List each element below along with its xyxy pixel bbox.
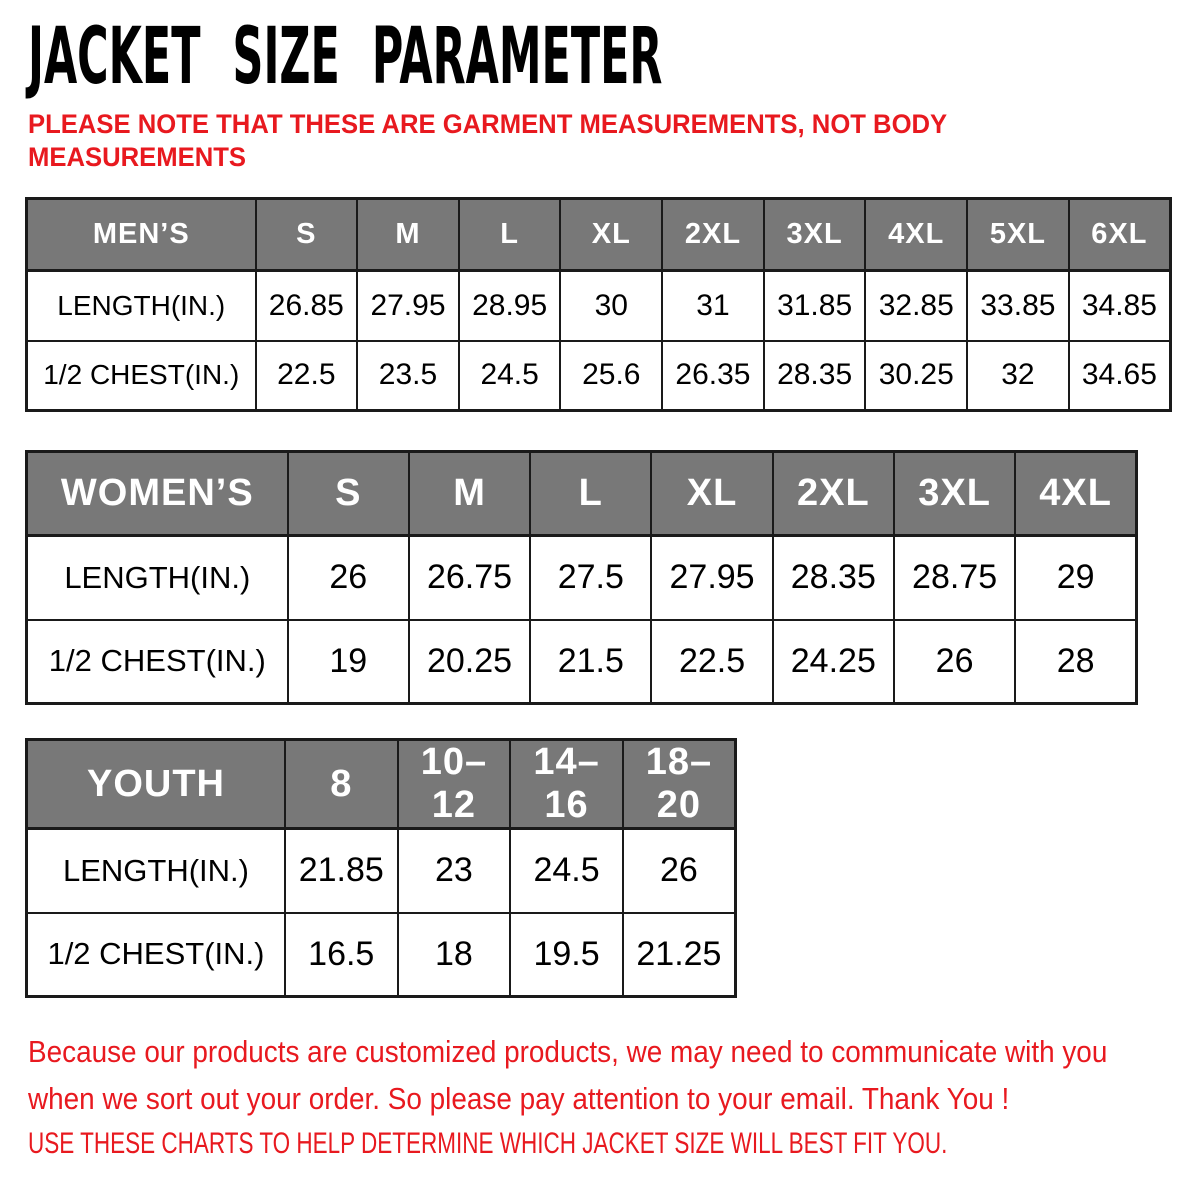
measurement-value-cell: 28.35 — [764, 341, 866, 411]
measurement-value-cell: 32 — [967, 341, 1069, 411]
measurement-value-cell: 21.25 — [623, 913, 736, 997]
size-header-cell: M — [409, 452, 530, 536]
size-header-cell: XL — [560, 199, 662, 271]
measurement-value-cell: 32.85 — [865, 271, 967, 341]
measurement-row — [27, 913, 736, 997]
size-header-cell: 2XL — [773, 452, 894, 536]
size-header-cell: 10–12 — [398, 740, 511, 829]
table-title-cell: MEN’S — [27, 199, 256, 271]
measurement-value-cell: 26.75 — [409, 536, 530, 620]
measurement-value-cell: 33.85 — [967, 271, 1069, 341]
measurement-row — [27, 536, 1137, 620]
note-line-2: MEASUREMENTS — [28, 142, 247, 172]
row-label-cell: LENGTH(IN.) — [27, 536, 288, 620]
size-advice-line — [28, 1126, 1200, 1162]
garment-measurement-note — [28, 108, 996, 174]
measurement-value-cell: 24.25 — [773, 620, 894, 704]
mens-size-table — [25, 197, 1172, 412]
measurement-value-cell: 34.65 — [1069, 341, 1171, 411]
note-line-1: PLEASE NOTE THAT THESE ARE GARMENT MEASUREMENTS, NOT BODY — [28, 109, 948, 139]
size-header-cell: 8 — [285, 740, 398, 829]
measurement-value-cell: 30 — [560, 271, 662, 341]
measurement-value-cell: 18 — [398, 913, 511, 997]
measurement-value-cell: 25.6 — [560, 341, 662, 411]
size-header-cell: S — [288, 452, 409, 536]
measurement-value-cell: 26 — [623, 829, 736, 913]
measurement-value-cell: 16.5 — [285, 913, 398, 997]
measurement-value-cell: 21.85 — [285, 829, 398, 913]
size-header-cell: 4XL — [1015, 452, 1136, 536]
measurement-value-cell: 31.85 — [764, 271, 866, 341]
size-advice-text: USE THESE CHARTS TO HELP DETERMINE WHICH JACKET SIZE WILL BEST FIT YOU. — [28, 1127, 948, 1160]
womens-size-table — [25, 450, 1138, 705]
size-header-row — [27, 740, 736, 829]
row-label-cell: LENGTH(IN.) — [27, 829, 285, 913]
measurement-value-cell: 26 — [288, 536, 409, 620]
size-header-cell: M — [357, 199, 459, 271]
measurement-value-cell: 30.25 — [865, 341, 967, 411]
size-header-cell: L — [530, 452, 651, 536]
size-header-cell: 4XL — [865, 199, 967, 271]
row-label-cell: 1/2 CHEST(IN.) — [27, 620, 288, 704]
size-header-cell: 18–20 — [623, 740, 736, 829]
measurement-row — [27, 620, 1137, 704]
size-header-cell: 14–16 — [510, 740, 623, 829]
measurement-value-cell: 21.5 — [530, 620, 651, 704]
measurement-value-cell: 27.5 — [530, 536, 651, 620]
measurement-value-cell: 31 — [662, 271, 764, 341]
measurement-row — [27, 341, 1171, 411]
measurement-value-cell: 26.35 — [662, 341, 764, 411]
size-header-cell: XL — [651, 452, 772, 536]
table-title-cell: YOUTH — [27, 740, 285, 829]
customization-notice-line-1: Because our products are customized products, we may need to communicate with you — [28, 1034, 1108, 1069]
measurement-value-cell: 22.5 — [256, 341, 358, 411]
measurement-value-cell: 26.85 — [256, 271, 358, 341]
measurement-value-cell: 27.95 — [651, 536, 772, 620]
row-label-cell: 1/2 CHEST(IN.) — [27, 913, 285, 997]
size-header-row — [27, 452, 1137, 536]
row-label-cell: 1/2 CHEST(IN.) — [27, 341, 256, 411]
measurement-value-cell: 23 — [398, 829, 511, 913]
measurement-row — [27, 829, 736, 913]
measurement-value-cell: 24.5 — [510, 829, 623, 913]
measurement-value-cell: 28 — [1015, 620, 1136, 704]
size-header-cell: L — [459, 199, 561, 271]
size-header-cell: 3XL — [894, 452, 1015, 536]
measurement-value-cell: 19 — [288, 620, 409, 704]
table-title-cell: WOMEN’S — [27, 452, 288, 536]
measurement-value-cell: 29 — [1015, 536, 1136, 620]
row-label-cell: LENGTH(IN.) — [27, 271, 256, 341]
page-title-text: JACKET SIZE PARAMETER — [28, 12, 663, 102]
measurement-value-cell: 34.85 — [1069, 271, 1171, 341]
measurement-value-cell: 23.5 — [357, 341, 459, 411]
measurement-value-cell: 26 — [894, 620, 1015, 704]
measurement-value-cell: 20.25 — [409, 620, 530, 704]
size-header-cell: 6XL — [1069, 199, 1171, 271]
size-header-row — [27, 199, 1171, 271]
measurement-value-cell: 24.5 — [459, 341, 561, 411]
measurement-value-cell: 27.95 — [357, 271, 459, 341]
size-header-cell: 3XL — [764, 199, 866, 271]
page-title — [28, 12, 1182, 102]
measurement-value-cell: 28.95 — [459, 271, 561, 341]
youth-size-table — [25, 738, 737, 998]
measurement-value-cell: 22.5 — [651, 620, 772, 704]
measurement-value-cell: 28.35 — [773, 536, 894, 620]
customization-notice — [28, 1028, 1200, 1122]
measurement-row — [27, 271, 1171, 341]
measurement-value-cell: 28.75 — [894, 536, 1015, 620]
size-header-cell: 2XL — [662, 199, 764, 271]
size-header-cell: 5XL — [967, 199, 1069, 271]
measurement-value-cell: 19.5 — [510, 913, 623, 997]
customization-notice-line-2: when we sort out your order. So please pay attention to your email. Thank You ! — [28, 1081, 1010, 1116]
size-header-cell: S — [256, 199, 358, 271]
